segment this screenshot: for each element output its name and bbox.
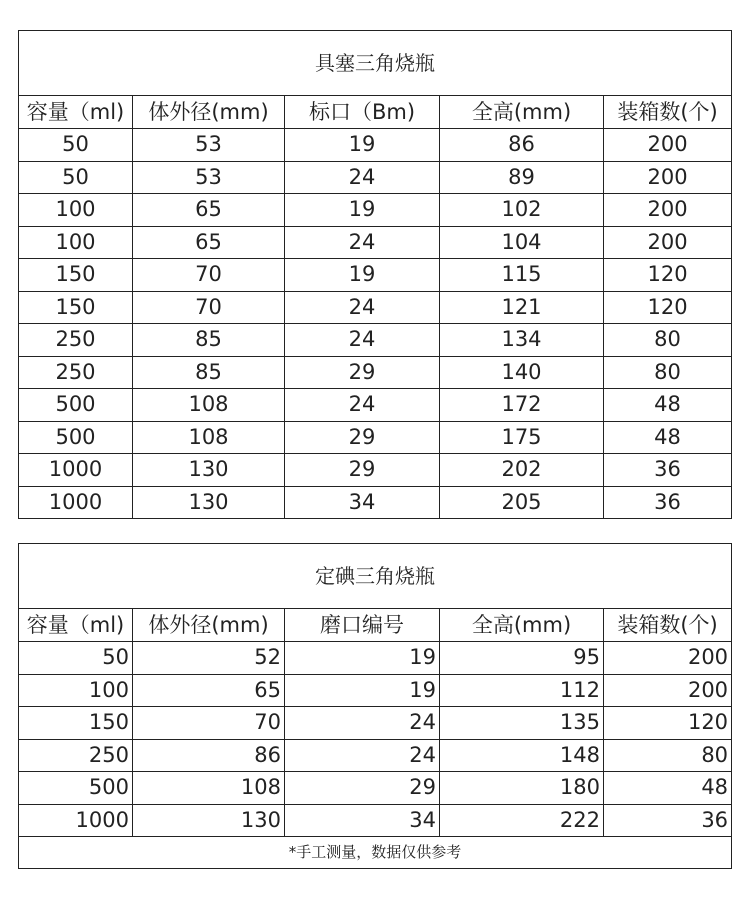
cell-joint: 24 <box>285 389 440 422</box>
cell-outer-diameter: 85 <box>133 324 285 357</box>
cell-capacity: 250 <box>19 356 133 389</box>
cell-capacity: 150 <box>19 707 133 740</box>
cell-capacity: 50 <box>19 129 133 162</box>
cell-capacity: 250 <box>19 739 133 772</box>
cell-packing-quantity: 200 <box>604 194 732 227</box>
cell-capacity: 1000 <box>19 804 133 837</box>
cell-outer-diameter: 52 <box>133 642 285 675</box>
table-row <box>19 291 732 324</box>
cell-total-height: 95 <box>440 642 604 675</box>
table-row <box>19 129 732 162</box>
header-ground-joint-number: 磨口编号 <box>285 609 440 642</box>
cell-joint: 19 <box>285 259 440 292</box>
table-title: 定碘三角烧瓶 <box>19 544 732 609</box>
cell-outer-diameter: 86 <box>133 739 285 772</box>
table-row <box>19 259 732 292</box>
cell-joint: 24 <box>285 161 440 194</box>
cell-capacity: 1000 <box>19 486 133 519</box>
cell-capacity: 150 <box>19 291 133 324</box>
cell-outer-diameter: 70 <box>133 291 285 324</box>
cell-packing-quantity: 200 <box>604 226 732 259</box>
cell-packing-quantity: 80 <box>604 324 732 357</box>
cell-capacity: 1000 <box>19 454 133 487</box>
table-header-row <box>19 609 732 642</box>
table-row <box>19 486 732 519</box>
cell-total-height: 89 <box>440 161 604 194</box>
cell-joint: 19 <box>285 194 440 227</box>
cell-capacity: 100 <box>19 226 133 259</box>
cell-outer-diameter: 65 <box>133 194 285 227</box>
table-row <box>19 324 732 357</box>
header-outer-diameter: 体外径(mm) <box>133 609 285 642</box>
table-row <box>19 707 732 740</box>
cell-joint: 29 <box>285 454 440 487</box>
cell-packing-quantity: 48 <box>604 389 732 422</box>
cell-packing-quantity: 36 <box>604 454 732 487</box>
stoppered-flask-spec-table <box>18 30 732 519</box>
cell-total-height: 180 <box>440 772 604 805</box>
header-total-height: 全高(mm) <box>440 609 604 642</box>
cell-joint: 24 <box>285 291 440 324</box>
cell-outer-diameter: 65 <box>133 226 285 259</box>
cell-packing-quantity: 80 <box>604 739 732 772</box>
cell-packing-quantity: 80 <box>604 356 732 389</box>
cell-outer-diameter: 130 <box>133 804 285 837</box>
cell-total-height: 134 <box>440 324 604 357</box>
header-packing-quantity: 装箱数(个) <box>604 96 732 129</box>
cell-joint: 24 <box>285 707 440 740</box>
cell-joint: 19 <box>285 642 440 675</box>
header-standard-joint: 标口（Bm) <box>285 96 440 129</box>
cell-outer-diameter: 108 <box>133 389 285 422</box>
cell-total-height: 102 <box>440 194 604 227</box>
table-row <box>19 739 732 772</box>
cell-joint: 29 <box>285 772 440 805</box>
table-title: 具塞三角烧瓶 <box>19 31 732 96</box>
table-footnote: *手工测量，数据仅供参考 <box>19 837 732 869</box>
table-row <box>19 674 732 707</box>
cell-total-height: 121 <box>440 291 604 324</box>
cell-packing-quantity: 200 <box>604 129 732 162</box>
cell-packing-quantity: 48 <box>604 772 732 805</box>
cell-joint: 34 <box>285 486 440 519</box>
table-row <box>19 161 732 194</box>
cell-outer-diameter: 53 <box>133 161 285 194</box>
header-total-height: 全高(mm) <box>440 96 604 129</box>
cell-outer-diameter: 108 <box>133 772 285 805</box>
cell-capacity: 50 <box>19 642 133 675</box>
table-row <box>19 356 732 389</box>
cell-packing-quantity: 36 <box>604 804 732 837</box>
cell-joint: 19 <box>285 129 440 162</box>
cell-packing-quantity: 120 <box>604 259 732 292</box>
cell-joint: 24 <box>285 739 440 772</box>
table-row <box>19 194 732 227</box>
cell-outer-diameter: 130 <box>133 486 285 519</box>
table-header-row <box>19 96 732 129</box>
cell-packing-quantity: 48 <box>604 421 732 454</box>
cell-joint: 29 <box>285 421 440 454</box>
table-row <box>19 226 732 259</box>
cell-capacity: 100 <box>19 674 133 707</box>
header-capacity: 容量（ml) <box>19 609 133 642</box>
cell-total-height: 172 <box>440 389 604 422</box>
cell-joint: 29 <box>285 356 440 389</box>
cell-outer-diameter: 108 <box>133 421 285 454</box>
cell-total-height: 104 <box>440 226 604 259</box>
cell-outer-diameter: 70 <box>133 259 285 292</box>
cell-outer-diameter: 53 <box>133 129 285 162</box>
cell-total-height: 140 <box>440 356 604 389</box>
cell-joint: 19 <box>285 674 440 707</box>
cell-total-height: 222 <box>440 804 604 837</box>
table-row <box>19 454 732 487</box>
cell-total-height: 202 <box>440 454 604 487</box>
cell-joint: 24 <box>285 324 440 357</box>
table-row <box>19 642 732 675</box>
iodine-flask-spec-table <box>18 543 732 869</box>
cell-outer-diameter: 85 <box>133 356 285 389</box>
table-row <box>19 389 732 422</box>
cell-total-height: 148 <box>440 739 604 772</box>
header-capacity: 容量（ml) <box>19 96 133 129</box>
cell-capacity: 150 <box>19 259 133 292</box>
cell-joint: 34 <box>285 804 440 837</box>
header-outer-diameter: 体外径(mm) <box>133 96 285 129</box>
cell-outer-diameter: 65 <box>133 674 285 707</box>
cell-outer-diameter: 70 <box>133 707 285 740</box>
cell-packing-quantity: 120 <box>604 291 732 324</box>
table-row <box>19 804 732 837</box>
cell-total-height: 205 <box>440 486 604 519</box>
table-row <box>19 772 732 805</box>
cell-total-height: 135 <box>440 707 604 740</box>
cell-joint: 24 <box>285 226 440 259</box>
cell-total-height: 115 <box>440 259 604 292</box>
cell-capacity: 500 <box>19 389 133 422</box>
cell-capacity: 500 <box>19 772 133 805</box>
cell-total-height: 86 <box>440 129 604 162</box>
cell-capacity: 50 <box>19 161 133 194</box>
cell-packing-quantity: 200 <box>604 642 732 675</box>
cell-packing-quantity: 200 <box>604 674 732 707</box>
cell-outer-diameter: 130 <box>133 454 285 487</box>
cell-capacity: 250 <box>19 324 133 357</box>
table-row <box>19 421 732 454</box>
cell-packing-quantity: 36 <box>604 486 732 519</box>
cell-total-height: 175 <box>440 421 604 454</box>
cell-total-height: 112 <box>440 674 604 707</box>
cell-capacity: 500 <box>19 421 133 454</box>
cell-capacity: 100 <box>19 194 133 227</box>
header-packing-quantity: 装箱数(个) <box>604 609 732 642</box>
cell-packing-quantity: 200 <box>604 161 732 194</box>
cell-packing-quantity: 120 <box>604 707 732 740</box>
